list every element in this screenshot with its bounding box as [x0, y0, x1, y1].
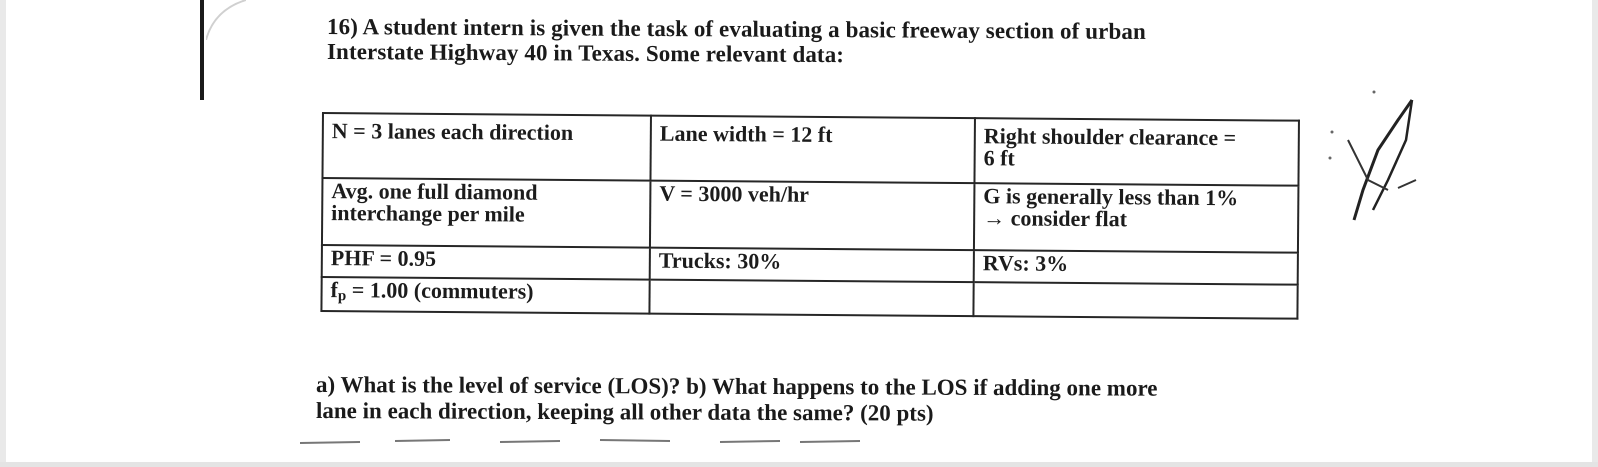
table-cell-fp: [321, 277, 649, 313]
question-line-2: Interstate Highway 40 in Texas. Some relevant data:: [327, 39, 845, 68]
table-cell-interchange: [322, 178, 651, 248]
question-parts: [316, 372, 1276, 428]
parts-line-1: a) What is the level of service (LOS)? b) What happens to the LOS if adding one more: [316, 372, 1158, 401]
relevant-data-table: [320, 112, 1300, 320]
cut-off-text-remnant: [300, 437, 880, 445]
photo-page-edge-shadow: [200, 0, 204, 100]
window-left-border: [0, 0, 6, 467]
cell-text: Avg. one full diamond interchange per mile: [331, 177, 538, 227]
table-cell-phf: [322, 245, 650, 279]
cell-text: V = 3000 veh/hr: [659, 180, 810, 207]
table-cell-trucks: [650, 248, 974, 282]
cell-text: RVs: 3%: [982, 250, 1069, 277]
cell-text: Right shoulder clearance = 6 ft: [983, 123, 1237, 171]
cell-text: PHF = 0.95: [330, 245, 437, 272]
table-cell-grade: [974, 183, 1299, 253]
cell-text: Trucks: 30%: [658, 247, 782, 274]
fp-main: f: [330, 277, 339, 303]
table-cell-lanes: [322, 113, 650, 180]
question-line-1: 16) A student intern is given the task of evaluating a basic freeway section of urban: [327, 14, 1146, 45]
table-row: [322, 113, 1298, 185]
window-right-border: [1592, 0, 1598, 467]
page-curl-shading: [206, 0, 246, 40]
table-cell-lane-width: [650, 116, 974, 183]
fp-subscript: p: [337, 288, 347, 305]
parts-line-2: lane in each direction, keeping all other data the same? (20 pts): [316, 398, 934, 426]
table-cell-volume: [650, 180, 975, 250]
table-cell-shoulder-clearance: [974, 118, 1298, 185]
cell-text: Lane width = 12 ft: [659, 120, 833, 148]
fp-rest: = 1.00 (commuters): [346, 277, 534, 304]
table-cell-empty: [973, 282, 1297, 318]
window-bottom-border: [0, 462, 1598, 467]
cell-text: G is generally less than 1% → consider flat: [983, 182, 1239, 231]
cell-text: N = 3 lanes each direction: [331, 118, 574, 145]
table-row: [321, 277, 1297, 319]
question-text: [327, 14, 1287, 70]
table-cell-rvs: [974, 250, 1298, 284]
table-cell-empty: [649, 280, 973, 316]
handwritten-pen-mark: [1318, 80, 1418, 240]
table-row: [322, 178, 1299, 253]
